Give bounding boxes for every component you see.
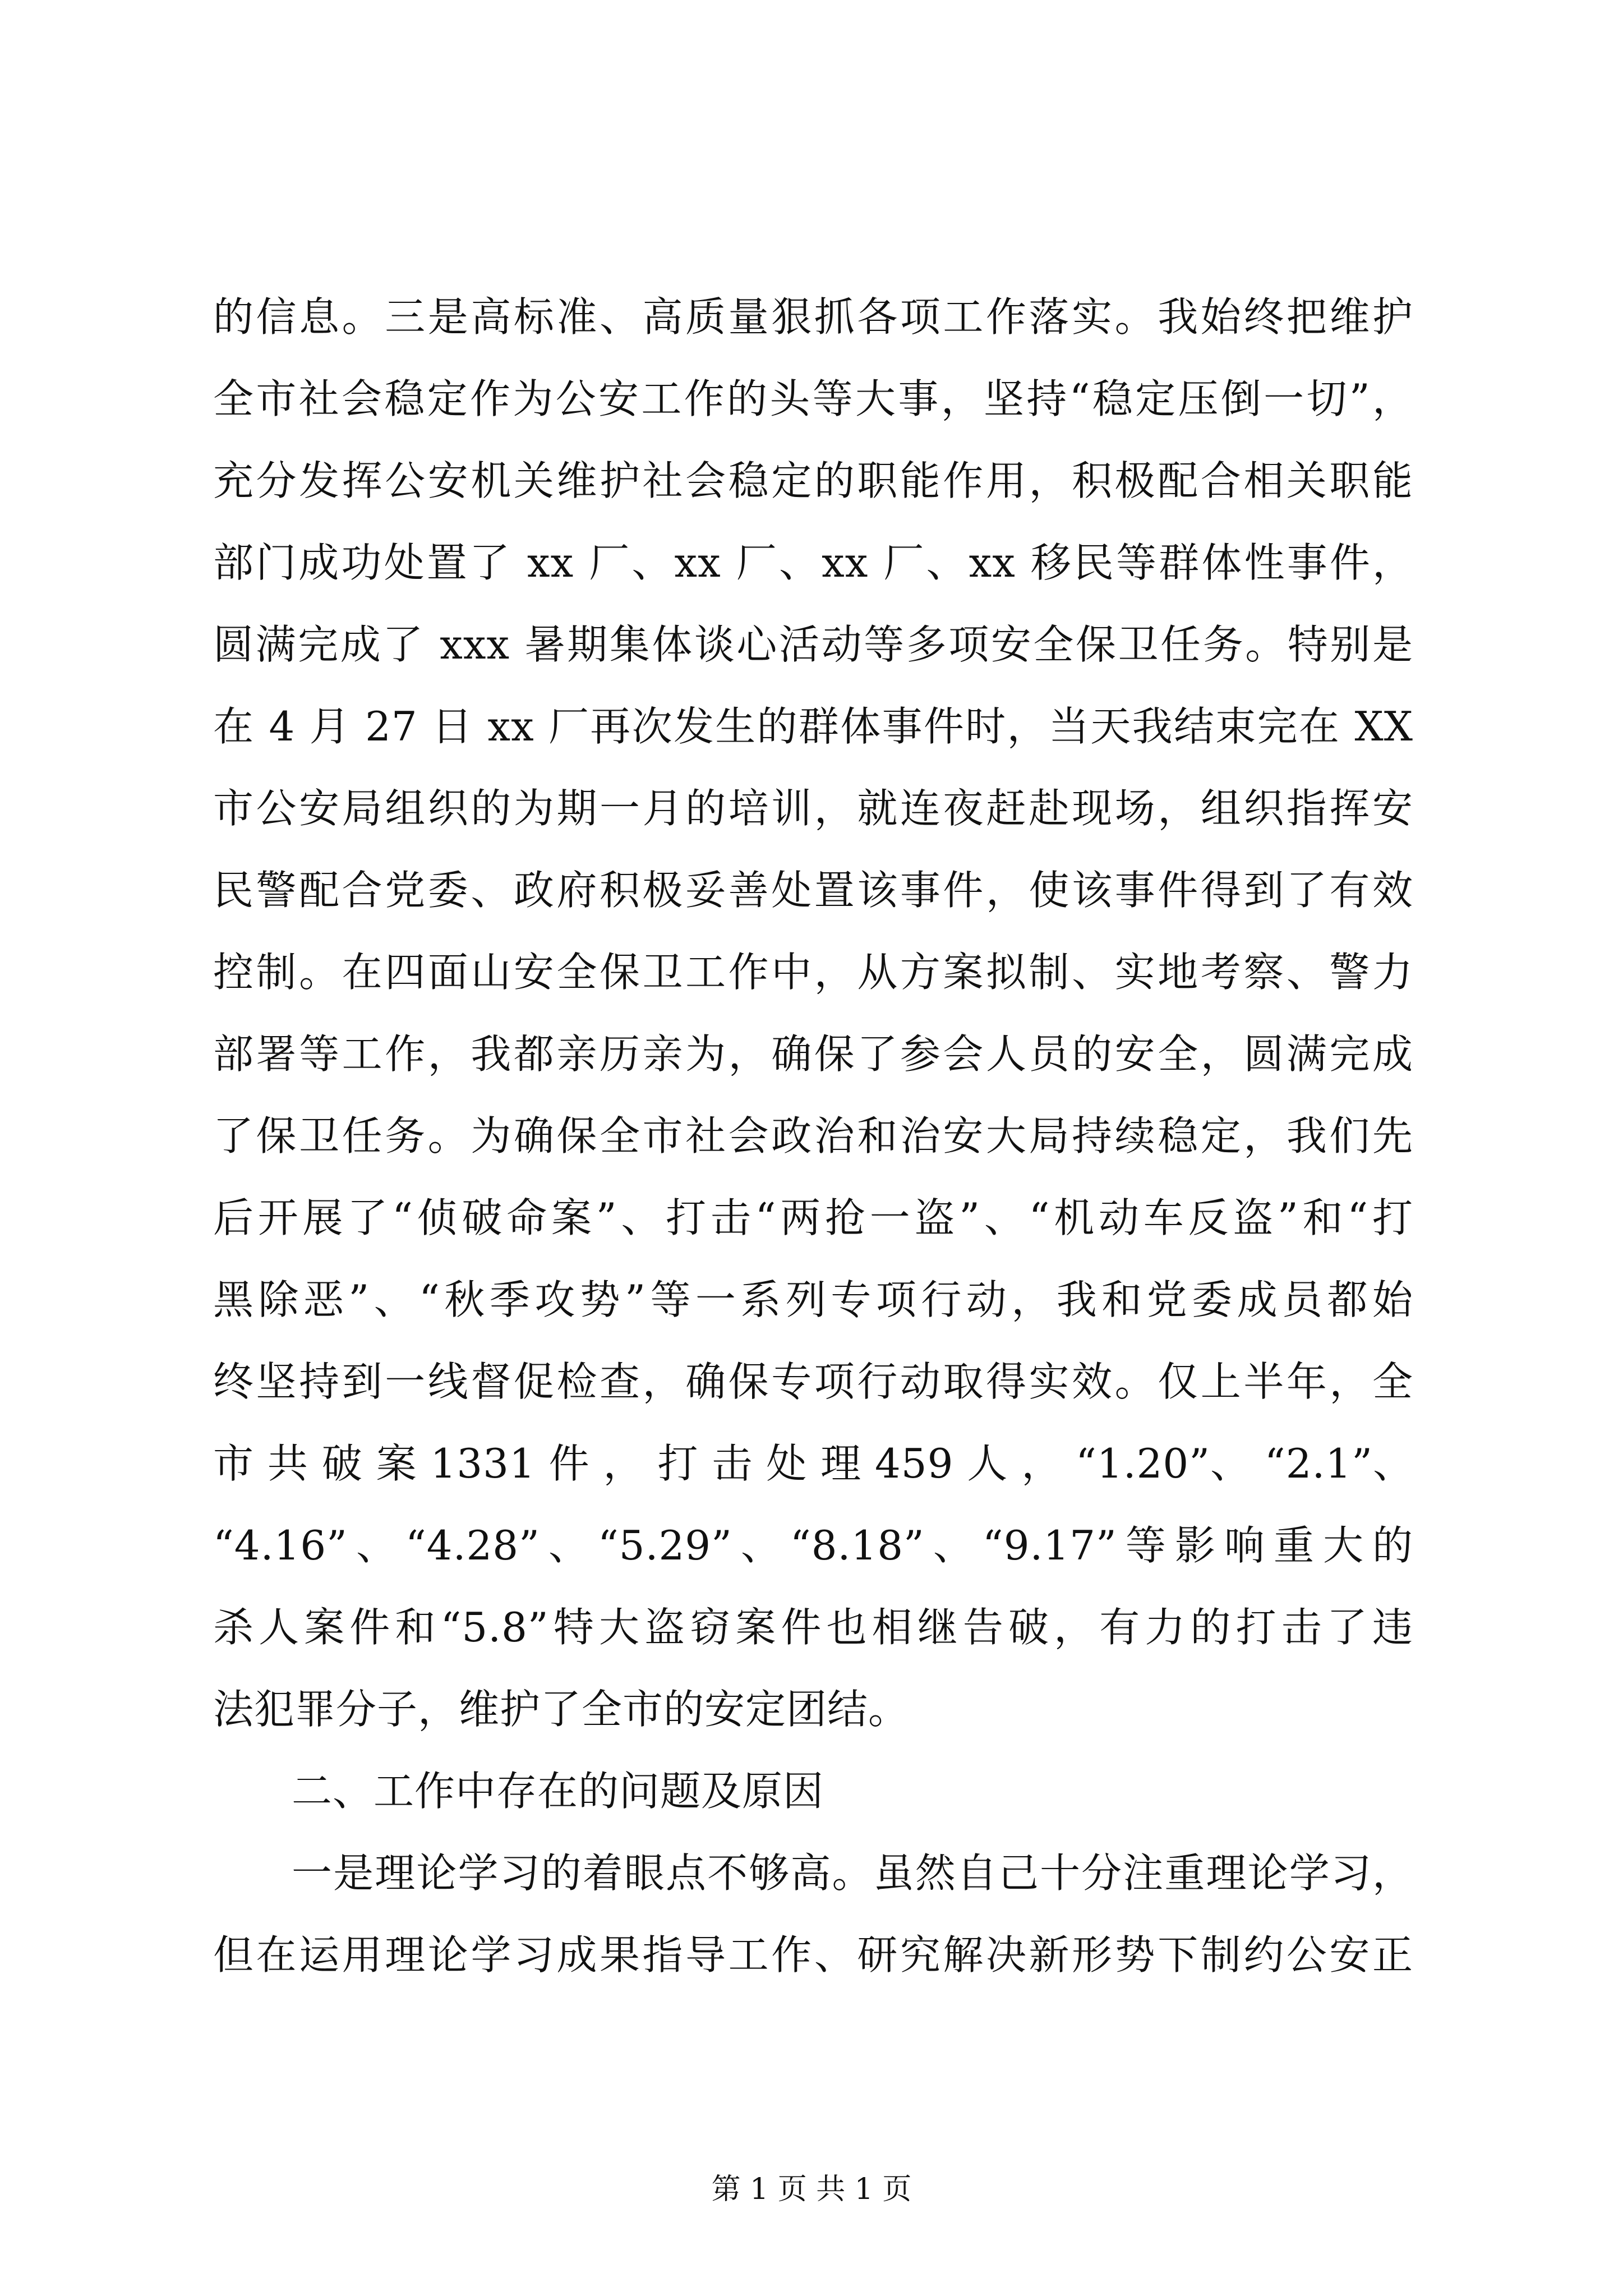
paragraph-line: 终坚持到一线督促检查，确保专项行动取得实效。仅上半年，全 — [213, 1358, 1413, 1405]
paragraph-line: 市公安局组织的为期一月的培训，就连夜赶赴现场，组织指挥安 — [213, 785, 1413, 832]
paragraph-line: 了保卫任务。为确保全市社会政治和治安大局持续稳定，我们先 — [213, 1112, 1413, 1159]
paragraph-line: 黑除恶”、“秋季攻势”等一系列专项行动，我和党委成员都始 — [213, 1276, 1413, 1323]
paragraph-line: 圆满完成了 xxx 暑期集体谈心活动等多项安全保卫任务。特别是 — [213, 621, 1413, 668]
paragraph-line: 部门成功处置了 xx 厂、xx 厂、xx 厂、xx 移民等群体性事件， — [213, 539, 1413, 586]
paragraph-line: 市 共 破 案 1331 件 ， 打 击 处 理 459 人 ， “1.20”、 “2.1”、 — [213, 1440, 1414, 1487]
paragraph-line: “4.16”、“4.28”、“5.29”、“8.18”、“9.17”等影响重大的 — [213, 1522, 1413, 1569]
paragraph-line: 全市社会稳定作为公安工作的头等大事，坚持“稳定压倒一切”， — [213, 375, 1413, 422]
paragraph-line: 法犯罪分子，维护了全市的安定团结。 — [213, 1686, 910, 1733]
paragraph-line: 部署等工作，我都亲历亲为，确保了参会人员的安全，圆满完成 — [213, 1030, 1413, 1078]
paragraph-line: 的信息。三是高标准、高质量狠抓各项工作落实。我始终把维护 — [213, 293, 1413, 341]
paragraph-line: 充分发挥公安机关维护社会稳定的职能作用，积极配合相关职能 — [213, 457, 1413, 504]
paragraph-line: 后开展了“侦破命案”、打击“两抢一盗”、“机动车反盗”和“打 — [213, 1194, 1413, 1241]
paragraph-line: 控制。在四面山安全保卫工作中，从方案拟制、实地考察、警力 — [213, 949, 1413, 996]
paragraph-line: 在 4 月 27 日 xx 厂再次发生的群体事件时，当天我结束完在 XX — [213, 703, 1413, 750]
paragraph-line: 但在运用理论学习成果指导工作、研究解决新形势下制约公安正 — [213, 1931, 1413, 1978]
paragraph-line: 民警配合党委、政府积极妥善处置该事件，使该事件得到了有效 — [213, 867, 1413, 914]
paragraph-line: 一是理论学习的着眼点不够高。虽然自己十分注重理论学习， — [292, 1849, 1413, 1897]
paragraph-line: 杀人案件和“5.8”特大盗窃案件也相继告破，有力的打击了违 — [213, 1604, 1413, 1651]
page-number-footer: 第 1 页 共 1 页 — [711, 2173, 912, 2206]
section-heading: 二、工作中存在的问题及原因 — [292, 1768, 824, 1815]
